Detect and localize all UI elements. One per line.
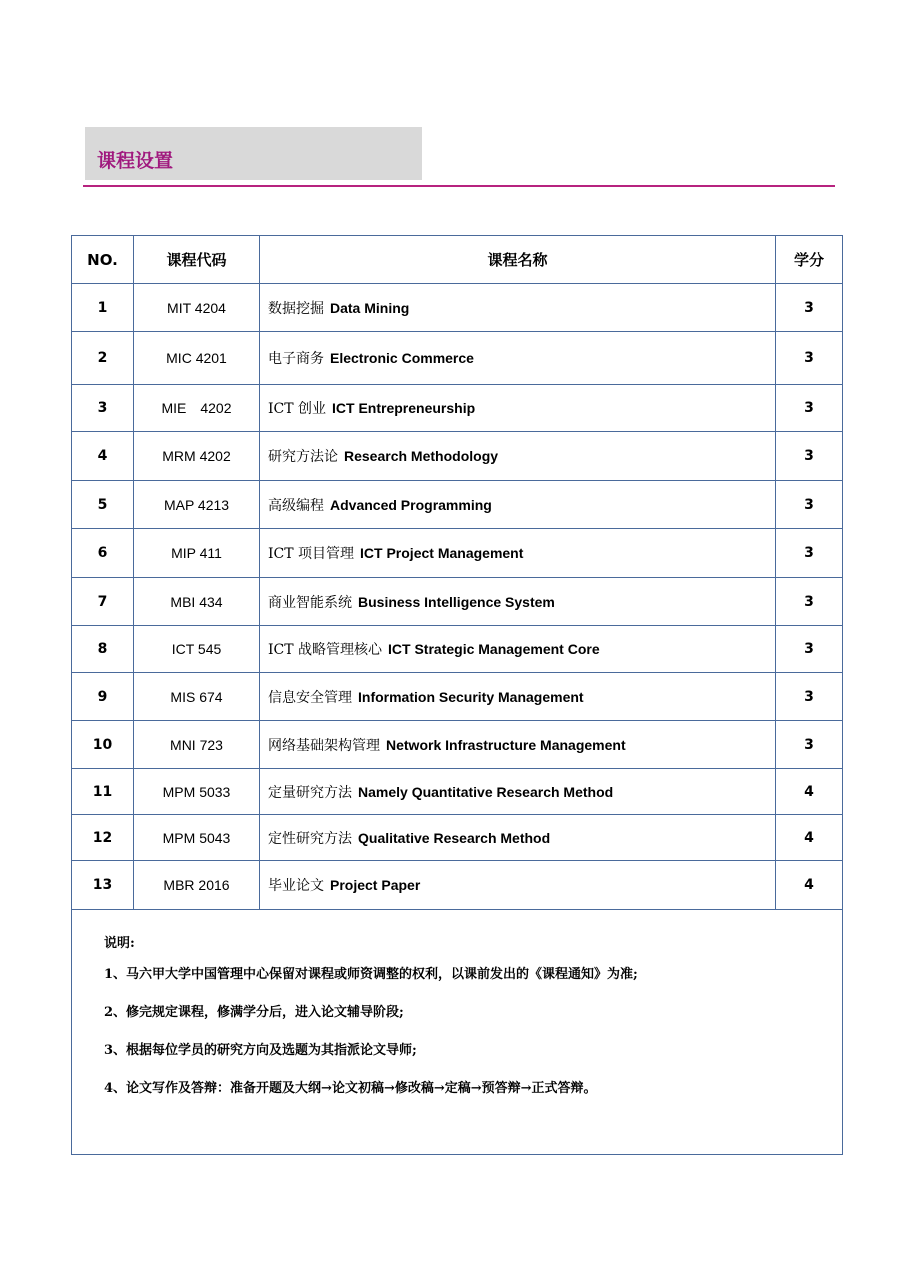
course-name-en: Data Mining (330, 299, 410, 316)
row-number: 1 (72, 284, 134, 332)
course-code: MPM 5033 (134, 769, 260, 815)
course-code: ICT 545 (134, 626, 260, 673)
course-credit: 3 (776, 432, 843, 481)
course-code: MRM 4202 (134, 432, 260, 481)
table-header-row (72, 236, 843, 284)
course-code: MBI 434 (134, 578, 260, 626)
row-number: 13 (72, 861, 134, 910)
course-name-en: Project Paper (330, 877, 421, 893)
notes-line-3: 3、根据每位学员的研究方向及选题为其指派论文导师; (104, 1043, 417, 1058)
notes-cell (72, 910, 843, 1155)
course-credit: 3 (776, 721, 843, 769)
header-no: NO. (72, 236, 134, 284)
course-name-cn: ICT 战略管理核心 (268, 642, 383, 658)
table-row (72, 284, 843, 332)
course-name-en: Namely Quantitative Research Method (358, 783, 614, 800)
section-divider (83, 185, 835, 187)
course-name-en: Electronic Commerce (330, 350, 474, 366)
course-name (260, 578, 776, 626)
notes-block (72, 910, 842, 1096)
course-name (260, 529, 776, 578)
row-number: 7 (72, 578, 134, 626)
course-credit: 4 (776, 861, 843, 910)
course-credit: 4 (776, 769, 843, 815)
row-number: 4 (72, 432, 134, 481)
table-row (72, 769, 843, 815)
course-name-cn: 定性研究方法 (268, 830, 352, 847)
course-name (260, 769, 776, 815)
table-row (72, 529, 843, 578)
table-row (72, 626, 843, 673)
course-code: MIS 674 (134, 673, 260, 721)
section-header (85, 127, 422, 180)
course-credit: 3 (776, 673, 843, 721)
course-name-en: Network Infrastructure Management (386, 736, 626, 753)
course-name-cn: 网络基础架构管理 (268, 737, 380, 754)
row-number: 8 (72, 626, 134, 673)
course-name (260, 673, 776, 721)
course-name (260, 385, 776, 432)
table-row (72, 432, 843, 481)
course-code: MAP 4213 (134, 481, 260, 529)
notes-line-4: 4、论文写作及答辩：准备开题及大纲→论文初稿→修改稿→定稿→预答辩→正式答辩。 (104, 1081, 597, 1096)
course-name (260, 481, 776, 529)
table-row (72, 332, 843, 385)
course-credit: 3 (776, 385, 843, 432)
course-name-cn: 信息安全管理 (268, 689, 352, 706)
table-row (72, 815, 843, 861)
course-code: MPM 5043 (134, 815, 260, 861)
course-name (260, 284, 776, 332)
course-credit: 4 (776, 815, 843, 861)
section-title: 课程设置 (97, 150, 174, 172)
course-name (260, 861, 776, 910)
course-code: MIC 4201 (134, 332, 260, 385)
course-credit: 3 (776, 481, 843, 529)
course-name-en: Research Methodology (344, 448, 499, 464)
notes-line-2: 2、修完规定课程，修满学分后，进入论文辅导阶段; (104, 1005, 404, 1020)
table-row (72, 481, 843, 529)
table-row (72, 721, 843, 769)
row-number: 5 (72, 481, 134, 529)
course-name (260, 432, 776, 481)
course-name-cn: 电子商务 (268, 351, 324, 367)
course-name-en: Qualitative Research Method (358, 829, 551, 846)
table-row (72, 673, 843, 721)
row-number: 9 (72, 673, 134, 721)
row-number: 10 (72, 721, 134, 769)
course-table (71, 235, 843, 1155)
course-code: MBR 2016 (134, 861, 260, 910)
table-row (72, 578, 843, 626)
row-number: 2 (72, 332, 134, 385)
course-name-cn: 毕业论文 (268, 878, 324, 894)
course-credit: 3 (776, 529, 843, 578)
course-name-cn: 研究方法论 (268, 449, 338, 465)
course-name-en: Information Security Management (358, 688, 584, 705)
row-number: 12 (72, 815, 134, 861)
course-name (260, 626, 776, 673)
course-code: MNI 723 (134, 721, 260, 769)
course-credit: 3 (776, 578, 843, 626)
course-name-cn: 商业智能系统 (268, 594, 352, 611)
course-code: MIE 4202 (134, 385, 260, 432)
course-name (260, 815, 776, 861)
course-table-body (72, 284, 843, 910)
course-credit: 3 (776, 284, 843, 332)
row-number: 11 (72, 769, 134, 815)
course-name (260, 721, 776, 769)
notes-line-1: 1、马六甲大学中国管理中心保留对课程或师资调整的权利，以课前发出的《课程通知》为准; (104, 967, 638, 982)
notes-title: 说明: (104, 936, 135, 951)
course-credit: 3 (776, 332, 843, 385)
course-name-cn: ICT 创业 (268, 401, 327, 417)
course-name-cn: 定量研究方法 (268, 784, 352, 801)
row-number: 3 (72, 385, 134, 432)
course-credit: 3 (776, 626, 843, 673)
header-name: 课程名称 (260, 236, 776, 284)
table-row (72, 861, 843, 910)
course-name-cn: 数据挖掘 (268, 300, 324, 317)
course-name-en: Advanced Programming (330, 496, 492, 513)
course-name-en: Business Intelligence System (358, 593, 555, 610)
course-name-en: ICT Strategic Management Core (388, 641, 600, 657)
header-code: 课程代码 (134, 236, 260, 284)
course-code: MIT 4204 (134, 284, 260, 332)
course-name-en: ICT Project Management (360, 545, 524, 561)
table-row (72, 385, 843, 432)
course-code: MIP 411 (134, 529, 260, 578)
course-name-cn: ICT 项目管理 (268, 546, 355, 562)
notes-row (72, 910, 843, 1155)
header-credit: 学分 (776, 236, 843, 284)
row-number: 6 (72, 529, 134, 578)
course-name-en: ICT Entrepreneurship (332, 400, 476, 416)
course-name (260, 332, 776, 385)
course-name-cn: 高级编程 (268, 497, 324, 514)
